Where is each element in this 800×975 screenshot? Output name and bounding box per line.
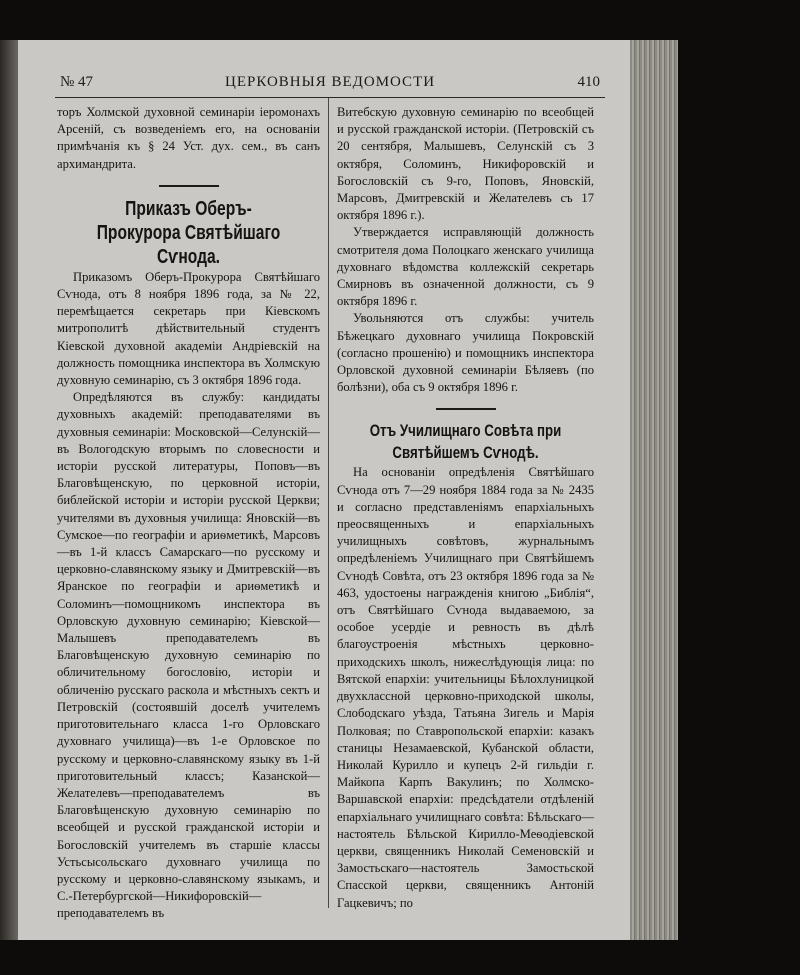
page-edges [630,40,678,940]
header-rule [55,97,605,98]
left-paragraph-3: Опредѣляются въ службу: кандидаты духовныхъ академій: преподавателями въ духовныя семинаріи: Московской—Селунскій—въ Вологодскую вторымъ по словесности и исторіи русской литературы, Поповъ—въ Благовѣщенскую, по церковной исторіи, библейской исторіи и исторіи русской Церкви; учителями въ духовныя училища: Яновскій—въ Сумское—по географіи и ариѳметикѣ, Марсовъ—въ 1-й классъ Самарскаго—по русскому и церковно-славянскому языку и Дмитревскій—въ Яранское по географіи и ариѳметикѣ и Соломинъ—помощникомъ инспектора въ Орловскую духовную семинарію; Кіевской—Малышевъ преподавателемъ въ Благовѣщенскую духовную семинарію по обличительному богословію, исторіи и обличенію русскаго раскола и мѣстныхъ сектъ и Петровскій (состоявшій доселѣ учителемъ приготовительнаго класса 1-го Орловскаго духовнаго училища)—въ 1-е Орловское по русскому и церковно-славянскому языку въ 1-й приготовительный классъ; Казанской—Желателевъ—преподавателемъ въ Благовѣщенскую духовную семинарію по всеобщей и русской гражданской исторіи и Богословскій учителемъ въ старшіе классы Устьсысольскаго духовнаго училища по русскому и церковно-славянскому языкамъ, и С.-Петербургской—Никифоровскій—преподавателемъ въ [57,390,320,921]
right-column [337,104,594,912]
right-paragraph-4: На основаніи опредѣленія Святѣйшаго Сѵнода отъ 7—29 ноября 1884 года за № 2435 и согласно представленіямъ епархіальныхъ преосвященныхъ и епархіальныхъ училищныхъ совѣтовъ, журнальнымъ опредѣленіемъ Училищнаго при Святѣйшемъ Сѵнодѣ Совѣта, отъ 23 октября 1896 года за № 463, удостоены награжденія книгою „Библія“, отъ Святѣйшаго Сѵнода выдаваемою, за особое усердіе и ревность въ дѣлѣ благоустроенія мѣстныхъ церковно-приходскихъ школъ, нижеслѣдующія лица: по Вятской епархіи: учительницы Бѣлохлуницкой двухклассной церковно-приходской школы, Слободскаго уѣзда, Татьяна Зигель и Марія Полковая; по Ставропольской епархіи: казакъ станицы Незамаевской, Кубанской области, Николай Курилло и купецъ 2-й гильдіи г. Майкопа Карпъ Вакулинъ; по Холмско-Варшавской епархіи: предсѣдатели отдѣленій епархіальнаго училищнаго совѣта: Бѣльскаго—настоятель Бѣльской Кирилло-Меѳодіевской церкви, священникъ Николай Семеновскій и Замостьскаго—настоятель Замостьской Спасской церкви, священникъ Антоній Гацкевичъ; по [337,465,594,910]
issue-number: № 47 [60,74,94,90]
running-header [60,70,600,96]
journal-title: ЦЕРКОВНЫЯ ВЕДОМОСТИ [225,74,436,90]
column-divider [328,98,329,908]
section-separator [436,408,496,410]
page-number: 410 [577,74,600,90]
left-paragraph-1: торъ Холмской духовной семинаріи іеромонахъ Арсеній, съ возведеніемъ его, на основаніи примѣчанія къ § 24 Уст. дух. сем., въ санъ архимандрита. [57,105,320,171]
section-heading-council: Отъ Училищнаго Совѣта при Святѣйшемъ Сѵнодѣ. [369,421,562,463]
left-paragraph-2: Приказомъ Оберъ-Прокурора Святѣйшаго Сѵнода, отъ 8 ноября 1896 года, за № 22, перемѣщается секретарь при Кіевскомъ митрополитѣ дѣйствительный студентъ Кіевской духовной академіи Андріевскій на должность помощника инспектора въ Холмскую духовную семинарію, съ 3 октября 1896 года. [57,269,320,388]
left-column [57,104,320,923]
book-spine [0,40,18,940]
section-separator [159,185,219,187]
right-paragraph-1: Витебскую духовную семинарію по всеобщей и русской гражданской исторіи. (Петровскій съ 20 сентября, Малышевъ, Селунскій съ 3 октября, Соломинъ, Никифоровскій и Богословскій съ 9-го, Поповъ, Яновскій, Марсовъ, Дмитревскій и Желателевъ съ 17 октября 1896 г.). [337,105,594,223]
section-heading-order: Приказъ Оберъ-Прокурора Святѣйшаго Сѵнода. [96,197,281,268]
right-paragraph-2: Утверждается исправляющій должность смотрителя дома Полоцкаго женскаго училища духовнаго вѣдомства коллежскій секретарь Смирновъ въ означенной должности, съ 9 октября 1896 г. [337,225,594,309]
right-paragraph-3: Увольняются отъ службы: учитель Бѣжецкаго духовнаго училища Покровскій (согласно прошенію) и помощникъ инспектора Орловской духовной семинаріи Бѣляевъ (по болѣзни), оба съ 9 октября 1896 г. [337,311,594,395]
